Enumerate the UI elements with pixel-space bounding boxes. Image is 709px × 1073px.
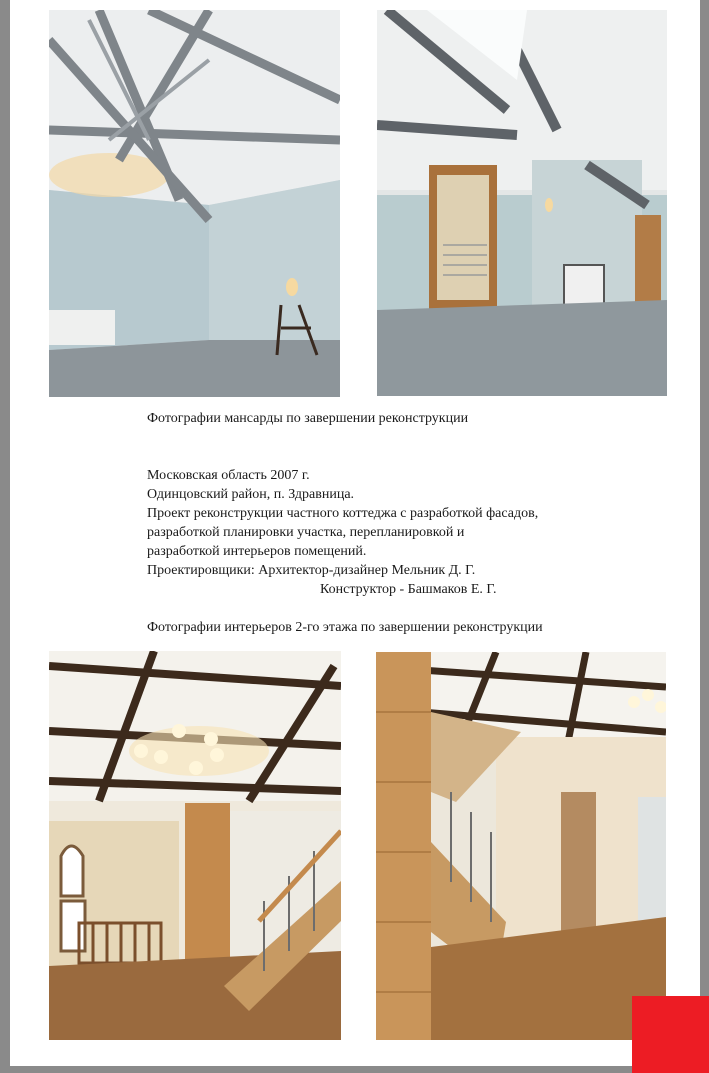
description-line-3: разработкой интерьеров помещений. bbox=[147, 544, 367, 559]
district-text: Одинцовский район, п. Здравница. bbox=[147, 487, 355, 502]
interior-photo-hall bbox=[49, 651, 341, 1040]
description-line-2: разработкой планировки участка, перепланировкой и bbox=[147, 525, 465, 540]
description-line-1: Проект реконструкции частного коттеджа с разработкой фасадов, bbox=[147, 506, 539, 521]
attic-photo-corridor bbox=[377, 10, 667, 396]
corner-red-block bbox=[632, 996, 709, 1073]
attic-photos-caption: Фотографии мансарды по завершении реконструкции bbox=[147, 411, 469, 426]
constructor-text: Конструктор - Башмаков Е. Г. bbox=[320, 582, 497, 597]
interior-photos-caption: Фотографии интерьеров 2-го этажа по завершении реконструкции bbox=[147, 620, 543, 635]
attic-photo-trusses bbox=[49, 10, 340, 397]
interior-photo-staircase bbox=[376, 652, 666, 1040]
location-year-text: Московская область 2007 г. bbox=[147, 468, 310, 483]
designers-text: Проектировщики: Архитектор-дизайнер Мельник Д. Г. bbox=[147, 563, 476, 578]
